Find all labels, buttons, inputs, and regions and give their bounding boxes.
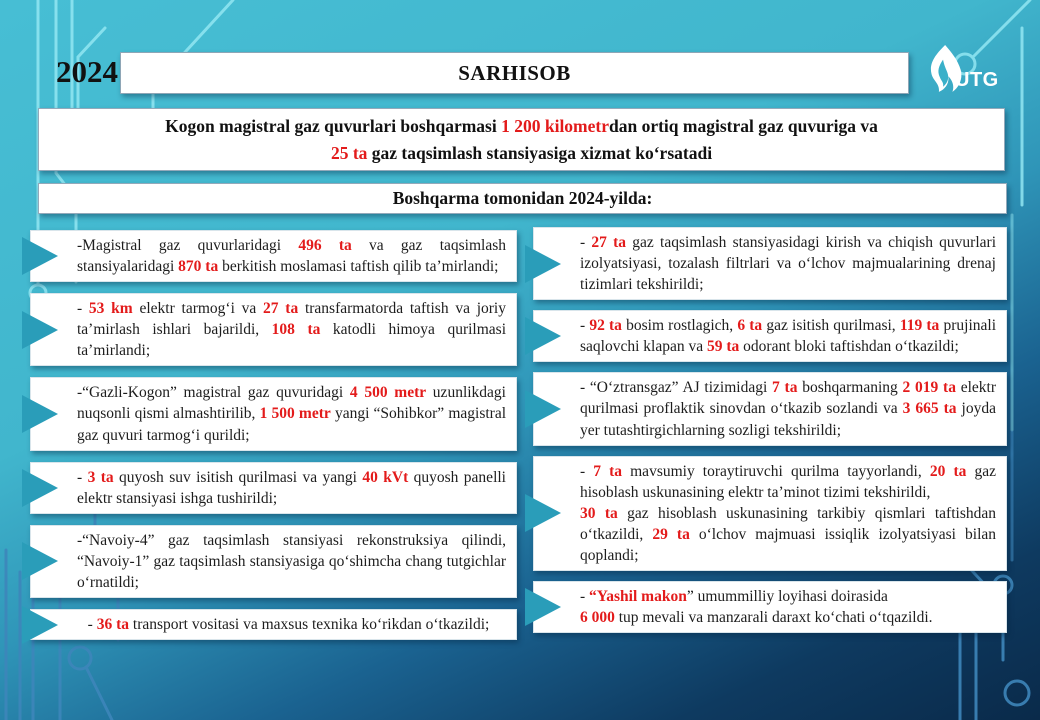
text-segment: - — [580, 588, 590, 606]
text-segment: -“Gazli-Kogon” magistral gaz quvuridagi — [77, 384, 350, 402]
item-text — [580, 315, 996, 357]
item-text — [77, 382, 506, 445]
left-column — [30, 227, 517, 640]
highlight-value: 3 665 ta — [902, 400, 957, 418]
list-item — [533, 456, 1007, 571]
highlight-value: 29 ta — [652, 525, 690, 543]
list-item — [30, 377, 517, 450]
arrow-bullet-icon — [22, 606, 58, 644]
page-title: SARHISOB — [458, 60, 571, 85]
text-segment: uzunlikdagi nuqsonli qismi almashtirilib, — [77, 384, 506, 423]
highlight-value: “Yashil makon — [589, 588, 687, 606]
text-segment: dan ortiq magistral gaz quvuriga va — [609, 116, 878, 136]
arrow-bullet-icon — [525, 390, 561, 428]
highlight-value: 6 ta — [737, 317, 763, 335]
text-segment: - — [87, 616, 97, 634]
item-text — [77, 235, 506, 277]
highlight-value: 496 ta — [298, 237, 352, 254]
list-item — [30, 525, 517, 598]
item-text — [77, 530, 506, 593]
utg-logo — [922, 44, 999, 94]
list-item — [30, 230, 517, 282]
highlight-value: 2 019 ta — [902, 379, 956, 397]
arrow-bullet-icon — [22, 311, 58, 349]
subtitle-banner — [38, 183, 1007, 214]
item-text — [77, 298, 506, 361]
intro-banner — [38, 108, 1005, 171]
list-item — [30, 462, 517, 514]
text-segment: oʻlchov majmuasi issiqlik izolyatsiyasi bilan qoplandi; — [580, 525, 996, 564]
highlight-value: 7 ta — [772, 379, 798, 397]
item-text — [580, 377, 996, 440]
title-banner — [120, 52, 909, 94]
highlight-value: 92 ta — [589, 317, 622, 335]
list-item — [30, 609, 517, 640]
highlight-value: 119 ta — [899, 317, 940, 335]
text-segment: - “Oʻztransgaz” AJ tizimidagi — [580, 379, 773, 397]
text-segment: - — [77, 300, 89, 318]
text-segment: va gaz taqsimlash stansiyalaridagi — [77, 237, 506, 276]
highlight-value: 27 ta — [591, 234, 627, 251]
highlight-value: 53 km — [88, 300, 133, 318]
text-segment: mavsumiy toraytiruvchi qurilma tayyorlandi, — [622, 462, 930, 480]
highlight-value: 59 ta — [706, 338, 740, 356]
highlight-value: 36 ta — [96, 616, 130, 634]
arrow-bullet-icon — [22, 237, 58, 275]
item-text — [580, 586, 996, 628]
text-segment: boshqarmaning — [797, 379, 903, 397]
logo-brand-text: UTG — [955, 69, 999, 91]
highlight-value: 7 ta — [593, 462, 623, 480]
arrow-bullet-icon — [525, 317, 561, 355]
text-segment: joyda yer tutashtirgichlarning sozligi tekshirildi; — [580, 400, 996, 439]
arrow-bullet-icon — [22, 469, 58, 507]
highlight-value: 20 ta — [929, 462, 967, 480]
text-segment: - — [580, 234, 592, 251]
text-segment: ” umummilliy loyihasi doirasida — [686, 588, 888, 606]
highlight-value: 30 ta — [580, 504, 618, 522]
highlight-value: 4 500 metr — [349, 384, 427, 402]
arrow-bullet-icon — [22, 542, 58, 580]
highlight-value: 40 kVt — [362, 468, 409, 486]
highlight-value: 108 ta — [271, 321, 321, 339]
text-segment: tup mevali va manzarali daraxt koʻchati oʻtqazildi. — [614, 609, 933, 627]
item-text — [77, 467, 506, 509]
text-segment: bosim rostlagich, — [621, 317, 738, 335]
text-segment: - — [580, 462, 594, 480]
highlight-value: 3 ta — [87, 468, 114, 486]
text-segment: gaz taqsimlash stansiyasiga xizmat koʻrsatadi — [367, 142, 713, 163]
text-segment: odorant bloki taftishdan oʻtkazildi; — [739, 338, 959, 356]
text-segment: transfarmatorda taftish va joriy taʼmirlash ishlari bajarildi, — [77, 300, 506, 339]
item-text — [71, 614, 506, 635]
text-segment: - — [580, 317, 590, 335]
subtitle-text: Boshqarma tomonidan 2024-yilda: — [392, 188, 653, 208]
highlight-value: 870 ta — [178, 258, 219, 276]
highlight-value: 1 200 kilometr — [501, 116, 609, 136]
arrow-bullet-icon — [525, 588, 561, 626]
text-segment: -Magistral gaz quvurlaridagi — [77, 237, 299, 254]
list-item — [533, 372, 1007, 445]
text-segment: quyosh suv isitish qurilmasi va yangi — [113, 468, 363, 486]
text-segment: -“Navoiy-4” gaz taqsimlash stansiyasi rekonstruksiya qilindi, “Navoiy-1” gaz taqsimlash stansiyasiga qoʻshimcha chang tutgichlar oʻrnatildi; — [77, 531, 506, 591]
text-segment: gaz isitish qurilmasi, — [762, 317, 900, 335]
arrow-bullet-icon — [525, 245, 561, 283]
highlight-value: 1 500 metr — [259, 405, 331, 423]
text-segment: - — [77, 468, 88, 486]
text-segment: transport vositasi va maxsus texnika koʻrikdan oʻtkazildi; — [129, 616, 490, 634]
list-item — [30, 293, 517, 366]
text-segment: gaz hisoblash uskunasining tarkibiy qismlari taftishdan oʻtkazildi, — [580, 504, 996, 543]
highlight-value: 25 ta — [330, 142, 368, 163]
text-segment: yangi “Sohibkor” magistral gaz quvuri tarmogʻi qurildi; — [77, 405, 507, 444]
list-item — [533, 581, 1007, 633]
item-text — [580, 232, 996, 295]
highlight-value: 27 ta — [263, 300, 299, 318]
list-item — [533, 310, 1007, 362]
text-segment: gaz taqsimlash stansiyasidagi kirish va chiqish quvurlari izolyatsiyasi, tozalash filtrlari va oʻlchov majmualarining drenaj tizimlari tekshirildi; — [580, 234, 996, 294]
text-segment: gaz hisoblash uskunasining elektr taʼminot tizimi tekshirildi, — [580, 462, 996, 501]
text-segment: elektr tarmogʻi va — [132, 300, 264, 318]
list-item — [533, 227, 1007, 300]
text-segment: prujinali saqlovchi klapan va — [580, 317, 996, 356]
intro-text — [49, 113, 994, 166]
text-segment: quyosh panelli elektr stansiyasi ishga tushirildi; — [77, 468, 506, 507]
text-segment: katodli himoya qurilmasi taʼmirlandi; — [77, 321, 507, 360]
arrow-bullet-icon — [525, 494, 561, 532]
highlight-value: 6 000 — [580, 609, 615, 627]
right-column — [533, 227, 1007, 633]
text-segment: elektr qurilmasi proflaktik sinovdan oʻtkazib sozlandi va — [580, 379, 996, 418]
arrow-bullet-icon — [22, 395, 58, 433]
item-text — [580, 461, 996, 566]
text-segment: Kogon magistral gaz quvurlari boshqarmasi — [165, 116, 502, 136]
year-label: 2024 — [56, 54, 118, 89]
text-segment: berkitish moslamasi taftish qilib taʼmirlandi; — [218, 258, 499, 276]
